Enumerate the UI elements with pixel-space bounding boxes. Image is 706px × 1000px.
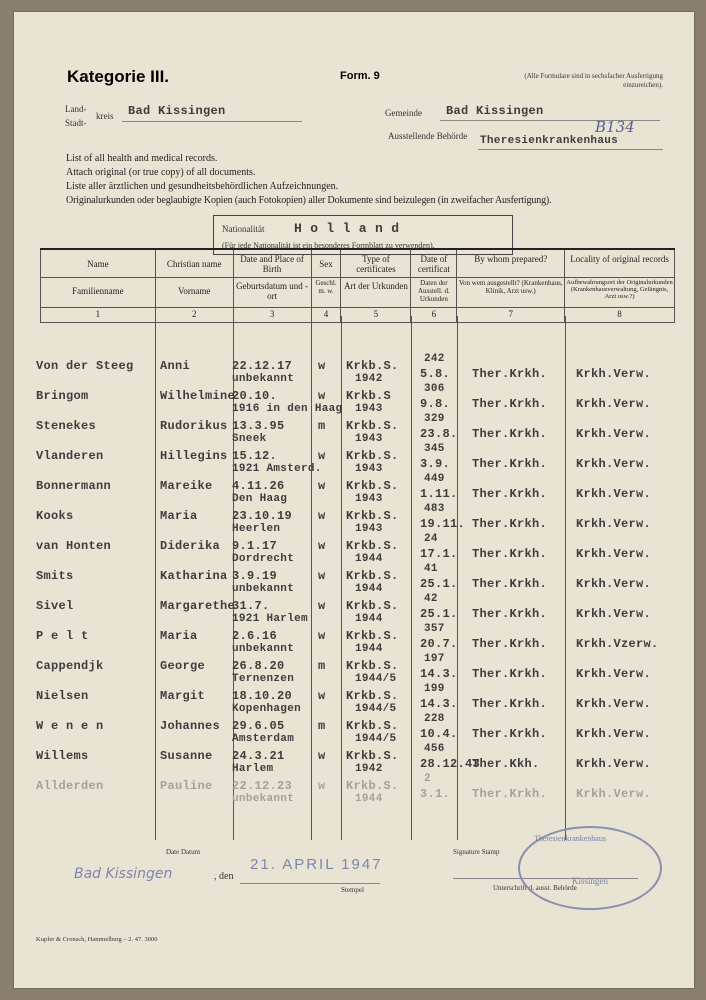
record-certificate-type: Krkb.S. (346, 689, 399, 703)
col-num-8: 8 (565, 307, 675, 322)
table-row (0, 355, 680, 385)
record-birth-date: 26.8.20 (232, 659, 285, 673)
record-prepared-by: Ther.Krkh. (472, 667, 548, 681)
record-name: Nielsen (36, 689, 89, 703)
landkreis-label-kreis: kreis (96, 111, 114, 121)
record-name: Smits (36, 569, 74, 583)
record-sex: w (318, 749, 326, 763)
reference-number: B134 (595, 118, 635, 136)
footer-date-label: Date Datum (166, 848, 201, 856)
record-birth-place: unbekannt (232, 373, 295, 385)
record-vorname: Diderika (160, 539, 221, 553)
record-locality: Krkh.Verw. (576, 727, 652, 741)
record-locality: Krkh.Verw. (576, 427, 652, 441)
record-vorname: Maria (160, 629, 198, 643)
table-row (0, 505, 680, 535)
gemeinde-label: Gemeinde (385, 108, 422, 118)
record-locality: Krkh.Verw. (576, 367, 652, 381)
record-birth-date: 29.6.05 (232, 719, 285, 733)
record-name: Sivel (36, 599, 74, 613)
table-row (0, 415, 680, 445)
record-name: Von der Steeg (36, 359, 134, 373)
record-certificate-date: 20.7. (420, 637, 458, 651)
printer-imprint: Kupfer & Cronsch, Hammelburg – 2. 47. 3000 (36, 936, 158, 943)
record-vorname: George (160, 659, 206, 673)
col-num-3: 3 (233, 307, 311, 322)
record-certificate-number: 345 (424, 443, 445, 455)
record-vorname: Rudorikus (160, 419, 228, 433)
record-certificate-year: 1942 (355, 763, 383, 775)
footer-stempel-label: Stempel (341, 886, 364, 894)
table-row (0, 655, 680, 685)
col-num-4: 4 (311, 307, 341, 322)
footer-date-stamp: 21. APRIL 1947 (250, 856, 383, 873)
record-certificate-number: 24 (424, 533, 438, 545)
record-certificate-type: Krkb.S. (346, 359, 399, 373)
intro-line-2: Attach original (or true copy) of all documents. (66, 167, 256, 178)
record-sex: m (318, 659, 326, 673)
record-birth-place: Kopenhagen (232, 703, 302, 715)
table-row (0, 565, 680, 595)
col-header-sex-en: Sex (311, 249, 341, 277)
record-certificate-type: Krkb.S. (346, 659, 399, 673)
col-num-6: 6 (411, 307, 457, 322)
landkreis-value: Bad Kissingen (128, 104, 226, 118)
record-vorname: Maria (160, 509, 198, 523)
table-row (0, 535, 680, 565)
record-birth-date: 18.10.20 (232, 689, 293, 703)
record-certificate-type: Krkb.S. (346, 779, 399, 793)
record-vorname: Susanne (160, 749, 213, 763)
record-certificate-type: Krkb.S. (346, 569, 399, 583)
record-certificate-year: 1944 (355, 613, 383, 625)
record-certificate-number: 357 (424, 623, 445, 635)
record-certificate-year: 1943 (355, 403, 383, 415)
record-certificate-number: 329 (424, 413, 445, 425)
table-row (0, 745, 680, 775)
table-row (0, 385, 680, 415)
record-birth-date: 22.12.17 (232, 359, 293, 373)
table-row (0, 685, 680, 715)
record-sex: w (318, 479, 326, 493)
record-certificate-number: 41 (424, 563, 438, 575)
col-header-date-de: Daten der Ausstell. d. Urkunden (411, 277, 457, 307)
record-sex: m (318, 719, 326, 733)
record-sex: w (318, 389, 326, 403)
record-sex: m (318, 419, 326, 433)
record-prepared-by: Ther.Krkh. (472, 547, 548, 561)
record-name: Bonnermann (36, 479, 112, 493)
record-certificate-type: Krkb.S. (346, 539, 399, 553)
record-name: Cappendjk (36, 659, 104, 673)
record-certificate-number: 449 (424, 473, 445, 485)
record-certificate-type: Krkb.S. (346, 749, 399, 763)
record-birth-date: 13.3.95 (232, 419, 285, 433)
record-birth-date: 20.10. (232, 389, 278, 403)
col-header-birth-en: Date and Place of Birth (233, 249, 311, 277)
record-name: Bringom (36, 389, 89, 403)
record-sex: w (318, 569, 326, 583)
col-header-type-de: Art der Urkunden (341, 277, 411, 307)
record-certificate-date: 28.12.43 (420, 757, 481, 771)
record-name: Allderden (36, 779, 104, 793)
col-num-5: 5 (341, 307, 411, 322)
record-certificate-number: 483 (424, 503, 445, 515)
landkreis-label-land: Land- (65, 104, 87, 114)
record-prepared-by: Ther.Krkh. (472, 637, 548, 651)
col-num-2: 2 (155, 307, 233, 322)
record-birth-date: 23.10.19 (232, 509, 293, 523)
record-name: Stenekes (36, 419, 97, 433)
col-header-by-en: By whom prepared? (457, 249, 565, 277)
record-certificate-type: Krkb.S. (346, 599, 399, 613)
record-certificate-type: Krkb.S. (346, 479, 399, 493)
col-header-locality-en: Locality of original records (565, 249, 675, 277)
record-birth-place: Den Haag (232, 493, 288, 505)
col-header-name-en: Name (41, 249, 156, 277)
record-prepared-by: Ther.Krkh. (472, 487, 548, 501)
record-prepared-by: Ther.Krkh. (472, 577, 548, 591)
col-header-type-en: Type of certificates (341, 249, 411, 277)
record-birth-place: Dordrecht (232, 553, 295, 565)
record-certificate-date: 3.9. (420, 457, 451, 471)
col-num-7: 7 (457, 307, 565, 322)
record-certificate-type: Krkb.S (346, 389, 392, 403)
record-certificate-number: 228 (424, 713, 445, 725)
record-vorname: Wilhelmine (160, 389, 236, 403)
record-birth-place: 1916 in den Haag (232, 403, 343, 415)
record-locality: Krkh.Verw. (576, 397, 652, 411)
record-prepared-by: Ther.Krkh. (472, 727, 548, 741)
record-birth-place: Heerlen (232, 523, 281, 535)
record-certificate-year: 1943 (355, 463, 383, 475)
col-header-vorname-de: Vorname (155, 277, 233, 307)
record-prepared-by: Ther.Krkh. (472, 457, 548, 471)
behoerde-value: Theresienkrankenhaus (480, 135, 619, 147)
record-certificate-year: 1944 (355, 553, 383, 565)
record-certificate-date: 17.1. (420, 547, 458, 561)
record-certificate-number: 42 (424, 593, 438, 605)
record-prepared-by: Ther.Krkh. (472, 607, 548, 621)
record-prepared-by: Ther.Krkh. (472, 367, 548, 381)
record-certificate-number: 199 (424, 683, 445, 695)
col-header-date-en: Date of certificat (411, 249, 457, 277)
record-certificate-date: 19.11. (420, 517, 466, 531)
record-locality: Krkh.Verw. (576, 697, 652, 711)
table-row (0, 445, 680, 475)
record-sex: w (318, 359, 326, 373)
record-certificate-type: Krkb.S. (346, 419, 399, 433)
table-row (0, 475, 680, 505)
record-birth-date: 15.12. (232, 449, 278, 463)
record-locality: Krkh.Vzerw. (576, 637, 659, 651)
record-certificate-year: 1944/5 (355, 733, 397, 745)
record-prepared-by: Ther.Krkh. (472, 787, 548, 801)
record-locality: Krkh.Verw. (576, 607, 652, 621)
gemeinde-value: Bad Kissingen (446, 104, 544, 118)
record-certificate-number: 306 (424, 383, 445, 395)
intro-text (66, 152, 676, 208)
landkreis-label-stadt: Stadt- (65, 118, 87, 128)
record-prepared-by: Ther.Krkh. (472, 517, 548, 531)
record-certificate-date: 5.8. (420, 367, 451, 381)
record-locality: Krkh.Verw. (576, 487, 652, 501)
hospital-stamp (518, 826, 662, 910)
form-category-title: Kategorie III. (67, 67, 170, 86)
record-birth-place: unbekannt (232, 583, 295, 595)
record-locality: Krkh.Verw. (576, 667, 652, 681)
record-birth-place: 1921 Harlem (232, 613, 308, 625)
record-certificate-year: 1944 (355, 793, 383, 805)
record-name: P e l t (36, 629, 89, 643)
record-birth-place: unbekannt (232, 793, 295, 805)
record-certificate-type: Krkb.S. (346, 449, 399, 463)
intro-line-4: Originalurkunden oder beglaubigte Kopien (auch Fotokopien) aller Dokumente sind beizulegen (in zweifacher Ausfertigung). (66, 195, 552, 206)
record-birth-date: 24.3.21 (232, 749, 285, 763)
table-row (0, 595, 680, 625)
record-certificate-number: 2 (424, 773, 431, 785)
record-sex: w (318, 449, 326, 463)
record-certificate-year: 1944 (355, 583, 383, 595)
record-certificate-date: 3.1. (420, 787, 451, 801)
record-locality: Krkh.Verw. (576, 787, 652, 801)
record-certificate-date: 23.8. (420, 427, 458, 441)
stamp-text-top: Theresienkrankenhaus (534, 834, 606, 843)
table-row (0, 625, 680, 655)
nationality-note: (Für jede Nationalität ist ein besonderes Formblatt zu verwenden). (222, 241, 435, 250)
col-num-1: 1 (41, 307, 156, 322)
record-vorname: Hillegins (160, 449, 228, 463)
record-birth-place: Sneek (232, 433, 267, 445)
record-certificate-date: 1.11. (420, 487, 458, 501)
record-certificate-number: 242 (424, 353, 445, 365)
record-certificate-year: 1944/5 (355, 673, 397, 685)
record-birth-date: 31.7. (232, 599, 270, 613)
record-prepared-by: Ther.Kkh. (472, 757, 540, 771)
record-certificate-type: Krkb.S. (346, 719, 399, 733)
record-vorname: Margarethe (160, 599, 236, 613)
record-sex: w (318, 629, 326, 643)
record-certificate-date: 25.1. (420, 607, 458, 621)
record-sex: w (318, 599, 326, 613)
record-certificate-date: 14.3. (420, 667, 458, 681)
record-birth-date: 2.6.16 (232, 629, 278, 643)
record-certificate-date: 14.3. (420, 697, 458, 711)
form-number: Form. 9 (340, 70, 380, 82)
record-birth-date: 9.1.17 (232, 539, 278, 553)
record-birth-date: 3.9.19 (232, 569, 278, 583)
record-certificate-year: 1943 (355, 523, 383, 535)
stamp-text-bottom: Kissingen (572, 876, 608, 886)
table-row (0, 775, 680, 805)
record-locality: Krkh.Verw. (576, 457, 652, 471)
record-birth-place: Amsterdam (232, 733, 295, 745)
col-header-birth-de: Geburtsdatum und -ort (233, 277, 311, 307)
intro-line-3: Liste aller ärztlichen und gesundheitsbehördlichen Aufzeichnungen. (66, 181, 339, 192)
col-header-sex-de: Geschl. m. w. (311, 277, 341, 307)
record-locality: Krkh.Verw. (576, 547, 652, 561)
record-name: Kooks (36, 509, 74, 523)
record-certificate-year: 1943 (355, 433, 383, 445)
footer-den: , den (214, 871, 234, 882)
footer-unterschrift-label: Unterschrift d. ausst. Behörde (493, 884, 577, 892)
record-birth-date: 22.12.23 (232, 779, 293, 793)
nationality-label: Nationalität (222, 224, 265, 234)
record-vorname: Katharina (160, 569, 228, 583)
footer-signature-label: Signature Stamp (453, 848, 500, 856)
record-certificate-year: 1942 (355, 373, 383, 385)
col-header-vorname-en: Christian name (155, 249, 233, 277)
record-certificate-date: 10.4. (420, 727, 458, 741)
record-vorname: Anni (160, 359, 191, 373)
record-sex: w (318, 689, 326, 703)
footer-place: Bad Kissingen (74, 866, 173, 882)
record-locality: Krkh.Verw. (576, 577, 652, 591)
record-certificate-number: 197 (424, 653, 445, 665)
col-header-by-de: Von wem ausgestellt? (Krankenhaus, Klinik, Arzt usw.) (457, 277, 565, 307)
col-header-locality-de: Aufbewahrungsort der Originalurkunden (Krankenhausverwaltung, Gefängnis, Arzt usw.?) (565, 277, 675, 307)
record-certificate-number: 456 (424, 743, 445, 755)
record-name: Vlanderen (36, 449, 104, 463)
record-birth-place: unbekannt (232, 643, 295, 655)
record-sex: w (318, 539, 326, 553)
record-vorname: Johannes (160, 719, 221, 733)
record-name: Willems (36, 749, 89, 763)
record-birth-place: 1921 Amsterd. (232, 463, 322, 475)
record-vorname: Margit (160, 689, 206, 703)
record-birth-date: 4.11.26 (232, 479, 285, 493)
record-prepared-by: Ther.Krkh. (472, 397, 548, 411)
record-certificate-year: 1944 (355, 643, 383, 655)
record-prepared-by: Ther.Krkh. (472, 427, 548, 441)
record-birth-place: Ternenzen (232, 673, 295, 685)
record-vorname: Mareike (160, 479, 213, 493)
record-certificate-type: Krkb.S. (346, 629, 399, 643)
record-sex: w (318, 509, 326, 523)
record-sex: w (318, 779, 326, 793)
copies-note: (Alle Formulare sind in sechsfacher Ausfertigung einzureichen). (524, 72, 663, 89)
record-certificate-year: 1944/5 (355, 703, 397, 715)
record-locality: Krkh.Verw. (576, 757, 652, 771)
record-certificate-year: 1943 (355, 493, 383, 505)
nationality-value: H o l l a n d (294, 221, 400, 236)
record-certificate-date: 25.1. (420, 577, 458, 591)
record-certificate-date: 9.8. (420, 397, 451, 411)
records-table-header (40, 248, 675, 323)
col-header-name-de: Familienname (41, 277, 156, 307)
record-certificate-type: Krkb.S. (346, 509, 399, 523)
record-prepared-by: Ther.Krkh. (472, 697, 548, 711)
record-locality: Krkh.Verw. (576, 517, 652, 531)
behoerde-label: Ausstellende Behörde (388, 131, 468, 141)
intro-line-1: List of all health and medical records. (66, 153, 218, 164)
record-vorname: Pauline (160, 779, 213, 793)
table-row (0, 715, 680, 745)
record-name: W e n e n (36, 719, 104, 733)
record-name: van Honten (36, 539, 112, 553)
record-birth-place: Harlem (232, 763, 274, 775)
